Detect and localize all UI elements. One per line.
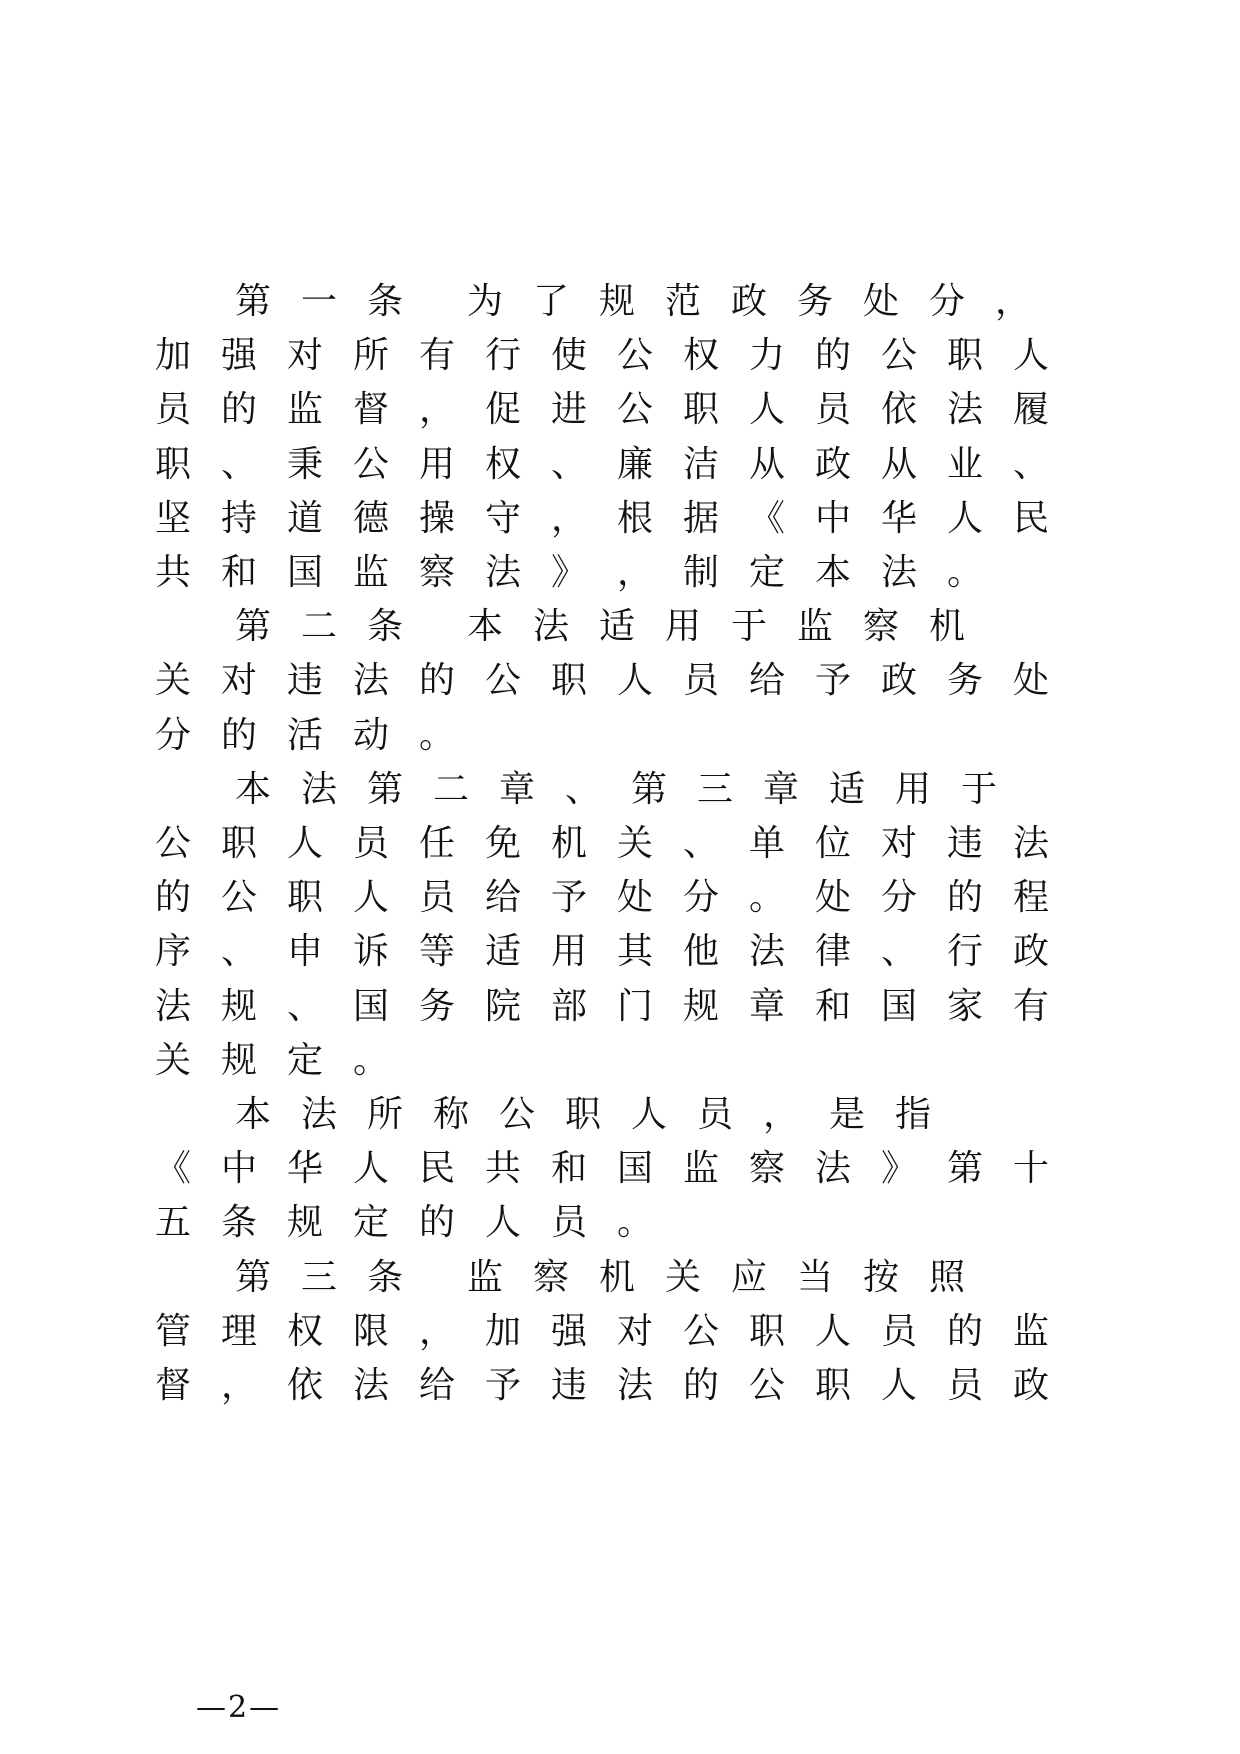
text-line: 加 强 对 所 有 行 使 公 权 力 的 公 职 人 (154, 335, 1049, 377)
text-line: 督 ， 依 法 给 予 违 法 的 公 职 人 员 政 (154, 1365, 1049, 1406)
text-line: 关 规 定 。 (154, 1039, 389, 1081)
text-line: 分 的 活 动 。 (154, 714, 455, 756)
text-line: 共 和 国 监 察 法 》 ， 制 定 本 法 。 (154, 552, 983, 593)
text-line: 五 条 规 定 的 人 员 。 (154, 1202, 653, 1244)
text-line: 第 三 条 监 察 机 关 应 当 按 照 (234, 1256, 965, 1298)
text-line: 序 、 申 诉 等 适 用 其 他 法 律 、 行 政 (154, 931, 1049, 973)
text-line: 本 法 所 称 公 职 人 员 ， 是 指 (234, 1094, 931, 1135)
text-line: 坚 持 道 德 操 守 ， 根 据 《 中 华 人 民 (154, 497, 1049, 539)
text-line: 第 一 条 为 了 规 范 政 务 处 分 ， (234, 281, 1031, 322)
text-line: 的 公 职 人 员 给 予 处 分 。 处 分 的 程 (154, 877, 1049, 919)
text-line: 公 职 人 员 任 免 机 关 、 单 位 对 违 法 (154, 823, 1049, 864)
text-line: 员 的 监 督 ， 促 进 公 职 人 员 依 法 履 (154, 389, 1049, 431)
text-line: 职 、 秉 公 用 权 、 廉 洁 从 政 从 业 、 (154, 443, 1049, 485)
page-number: —2— (196, 1690, 282, 1725)
text-line: 管 理 权 限 ， 加 强 对 公 职 人 员 的 监 (154, 1310, 1049, 1352)
text-line: 关 对 违 法 的 公 职 人 员 给 予 政 务 处 (154, 660, 1049, 702)
text-line: 《 中 华 人 民 共 和 国 监 察 法 》 第 十 (154, 1148, 1049, 1190)
text-line: 第 二 条 本 法 适 用 于 监 察 机 (234, 606, 965, 648)
text-line: 本 法 第 二 章 、 第 三 章 适 用 于 (234, 768, 997, 810)
text-line: 法 规 、 国 务 院 部 门 规 章 和 国 家 有 (154, 985, 1049, 1027)
